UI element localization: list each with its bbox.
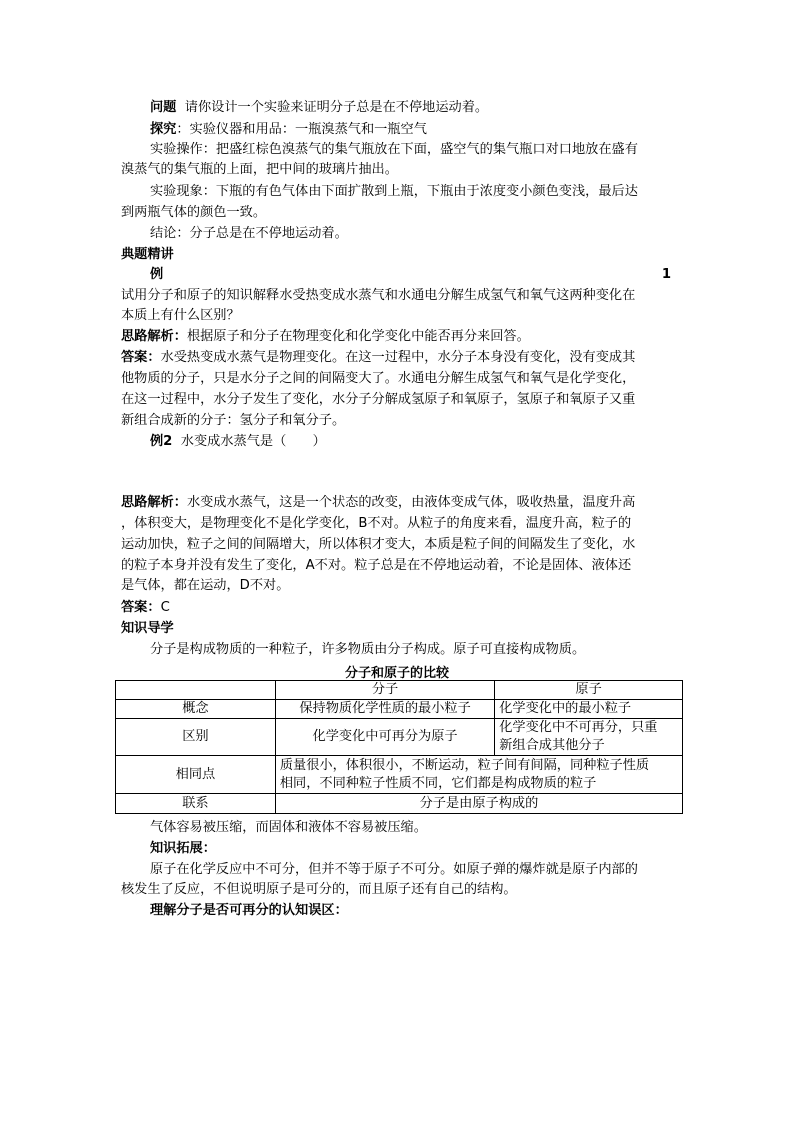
analysis-text: 根据原子和分子在物理变化和化学变化中能否再分来回答。 [186, 329, 530, 344]
table-title: 分子和原子的比较 [344, 666, 449, 681]
inquiry-line [150, 120, 427, 140]
guide-intro: 分子是构成物质的一种粒子，许多物质由分子构成。原子可直接构成物质。 [150, 642, 586, 657]
row-same-label: 相同点 [116, 756, 276, 794]
answer-label: 答案： [121, 350, 161, 365]
table-row-difference [116, 719, 683, 756]
col-molecule: 分子 [275, 681, 494, 700]
example2-analysis-label: 思路解析： [121, 495, 187, 510]
row-diff-molecule: 化学变化中可再分为原子 [275, 719, 494, 756]
table-row-link [116, 794, 683, 814]
row-same-content [275, 756, 682, 794]
analysis-label: 思路解析： [121, 329, 187, 344]
extension-line-1: 原子在化学反应中不可分，但并不等于原子不可分。如原子弹的爆炸就是原子内部的 [150, 862, 638, 877]
example1-answer-2: 他物质的分子，只是水分子之间的间隔变大了。水通电分解生成氢气和氧气是化学变化， [121, 371, 636, 386]
example2-label: 例2 [150, 434, 173, 449]
operation-line-1: 实验操作：把盛红棕色溴蒸气的集气瓶放在下面，盛空气的集气瓶口对口地放在盛有 [150, 142, 638, 157]
example1-answer-3: 在这一过程中，水分子发生了变化，水分子分解成氢原子和氧原子，氢原子和氧原子又重 [121, 392, 636, 407]
row-link-text: 分子是由原子构成的 [275, 794, 682, 814]
guide-heading: 知识导学 [121, 621, 174, 636]
example1-answer-4: 新组合成新的分子：氢分子和氧分子。 [121, 413, 346, 428]
example2-analysis-2: ，体积变大，是物理变化不是化学变化，B不对。从粒子的角度来看，温度升高，粒子的 [121, 516, 632, 531]
example1-question-1: 试用分子和原子的知识解释水受热变成水蒸气和水通电分解生成氢气和氧气这两种变化在 [121, 288, 636, 303]
table-corner-cell [116, 681, 276, 700]
example2-text: 水变成水蒸气是（ ） [180, 434, 326, 449]
extension-line-2: 核发生了反应，不但说明原子是可分的，而且原子还有自己的结构。 [121, 882, 517, 897]
example2-analysis-text-1: 水变成水蒸气，这是一个状态的改变，由液体变成气体，吸收热量，温度升高 [186, 495, 636, 510]
conclusion-line: 结论：分子总是在不停地运动着。 [150, 226, 348, 241]
example2-analysis-5: 是气体，都在运动，D不对。 [121, 578, 290, 593]
example1-number: 1 [661, 267, 671, 282]
question-label: 问题 [150, 100, 177, 115]
table-header-row [116, 681, 683, 700]
answer-text-1: 水受热变成水蒸气是物理变化。在这一过程中，水分子本身没有变化，没有变成其 [160, 350, 636, 365]
table-row-common [116, 756, 683, 794]
question-line [150, 98, 488, 118]
example1-analysis [121, 327, 530, 347]
example2-analysis-4: 的粒子本身并没有发生了变化，A不对。粒子总是在不停地运动着，不论是固体、液体还 [121, 558, 632, 573]
row-same-line-1: 质量很小，体积很小，不断运动，粒子间有间隔，同种粒子性质 [279, 757, 650, 773]
example2-answer [121, 598, 170, 618]
example2-analysis-1 [121, 493, 635, 513]
row-diff-label: 区别 [116, 719, 276, 756]
after-table-text: 气体容易被压缩，而固体和液体不容易被压缩。 [150, 820, 427, 835]
row-concept-molecule: 保持物质化学性质的最小粒子 [275, 700, 494, 719]
col-atom: 原子 [495, 681, 683, 700]
operation-line-2: 溴蒸气的集气瓶的上面，把中间的玻璃片抽出。 [121, 162, 398, 177]
row-link-label: 联系 [116, 794, 276, 814]
row-diff-atom-line-2: 新组合成其他分子 [499, 738, 605, 753]
example1-label: 例 [150, 267, 164, 282]
table-row-concept [116, 700, 683, 719]
comparison-table [115, 680, 683, 814]
phenomenon-line-1: 实验现象：下瓶的有色气体由下面扩散到上瓶，下瓶由于浓度变小颜色变浅，最后达 [150, 184, 638, 199]
question-text: 请你设计一个实验来证明分子总是在不停地运动着。 [184, 100, 489, 115]
extension-heading: 知识拓展： [150, 841, 216, 856]
row-concept-atom: 化学变化中的最小粒子 [495, 700, 683, 719]
inquiry-text: ：实验仪器和用品：一瓶溴蒸气和一瓶空气 [176, 122, 427, 137]
example2-answer-label: 答案： [121, 600, 161, 615]
examples-heading: 典题精讲 [121, 247, 174, 262]
inquiry-label: 探究 [150, 122, 177, 137]
example2-answer-value: C [160, 600, 170, 615]
row-concept-label: 概念 [116, 700, 276, 719]
misconception-heading: 理解分子是否可再分的认知误区： [150, 903, 348, 918]
example1-answer-1 [121, 348, 635, 368]
row-diff-atom [495, 719, 683, 756]
row-diff-atom-line-1: 化学变化中不可再分，只重 [499, 720, 658, 735]
phenomenon-line-2: 到两瓶气体的颜色一致。 [121, 205, 267, 220]
example2-line [150, 432, 326, 452]
row-same-line-2: 相同，不同种粒子性质不同，它们都是构成物质的粒子 [279, 775, 597, 791]
example2-analysis-3: 运动加快，粒子之间的间隔增大，所以体积才变大，本质是粒子间的间隔发生了变化，水 [121, 537, 636, 552]
example1-question-2: 本质上有什么区别？ [121, 308, 240, 323]
